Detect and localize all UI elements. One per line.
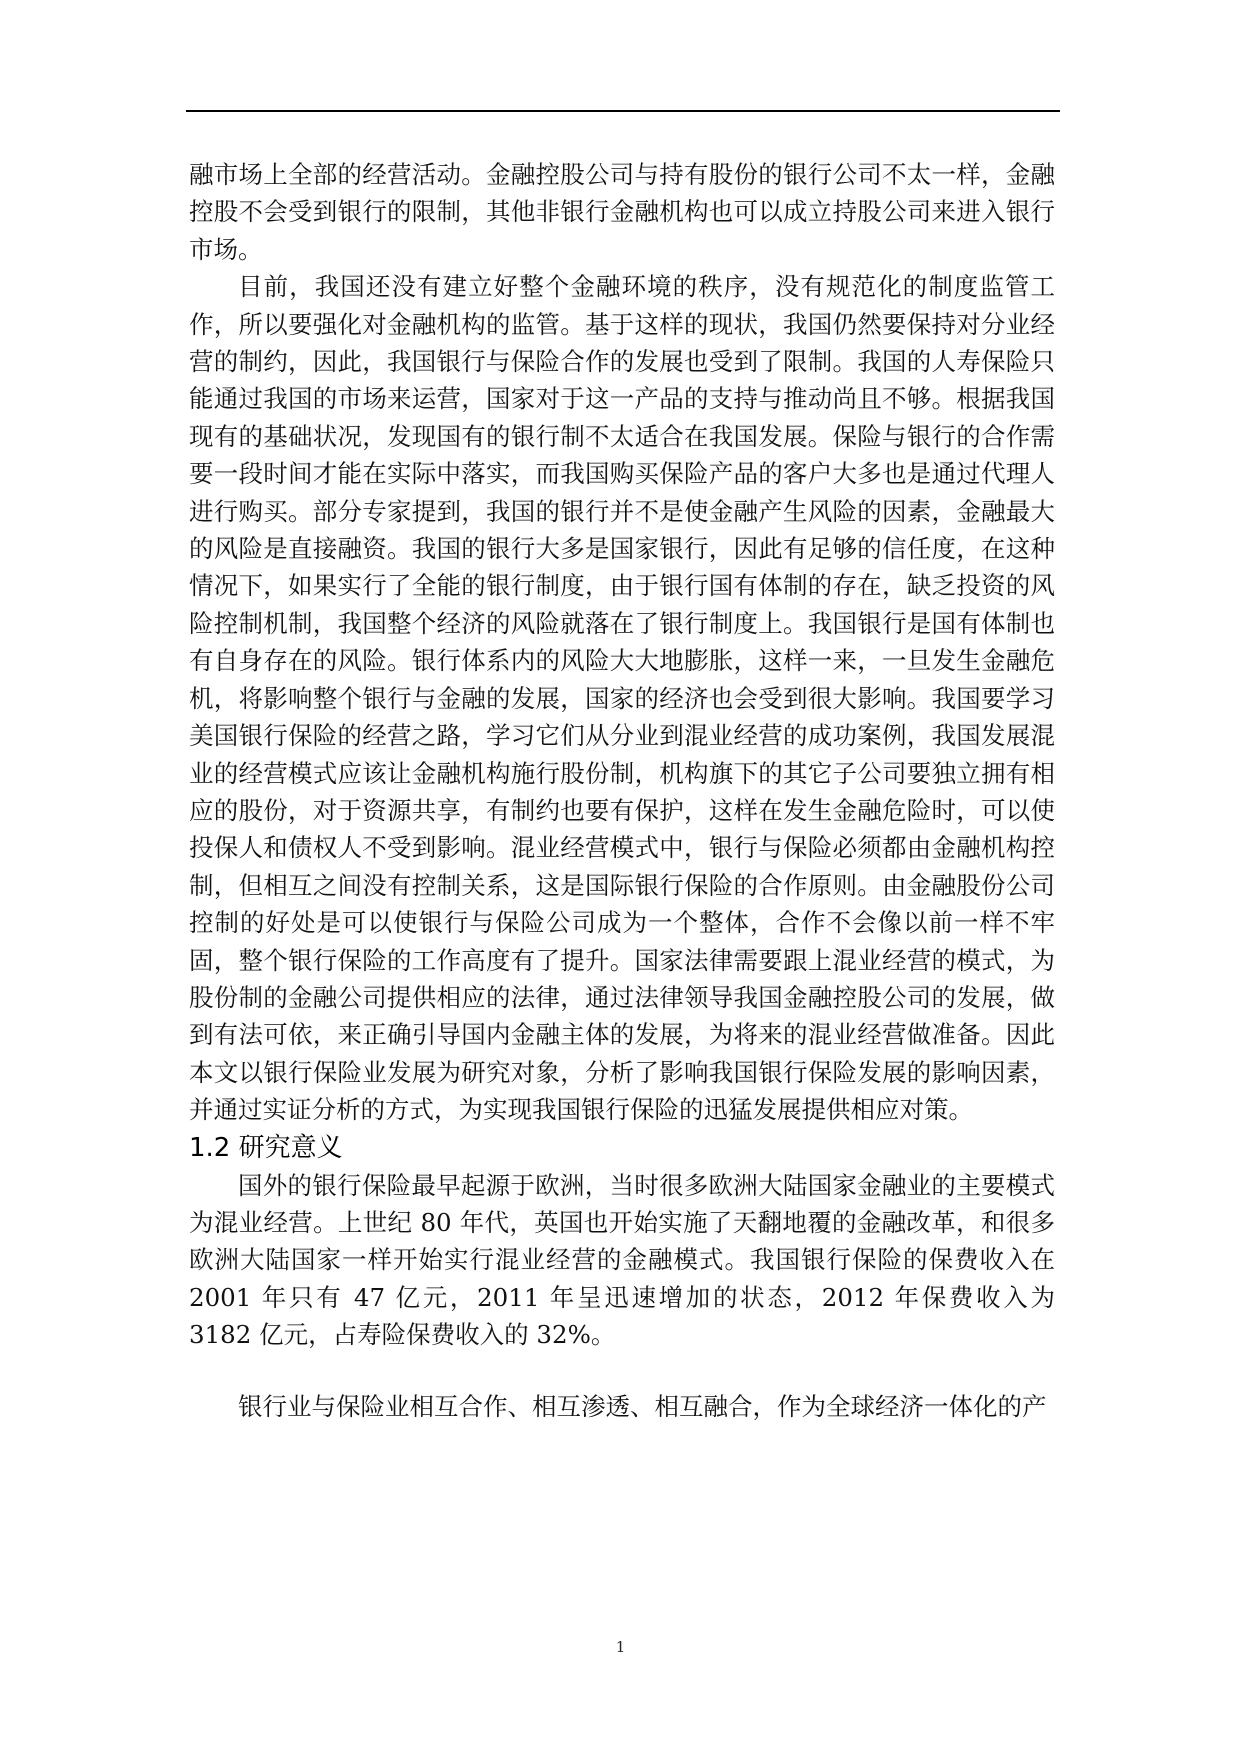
paragraph-continued: 融市场上全部的经营活动。金融控股公司与持有股份的银行公司不太一样，金融控股不会受到银行的限制，其他非银行金融机构也可以成立持股公司来进入银行市场。 xyxy=(189,160,1055,264)
document-body xyxy=(189,156,1055,1425)
paragraph-foreign-origin: 国外的银行保险最早起源于欧洲，当时很多欧洲大陆国家金融业的主要模式为混业经营。上世纪 80 年代，英国也开始实施了天翻地覆的金融改革，和很多欧洲大陆国家一样开始实行混业经营的金融模式。我国银行保险的保费收入在 2001 年只有 47 亿元，2011 年呈迅速增加的状态，2012 年保费收入为 3182 亿元，占寿险保费收入的 32%。 xyxy=(189,1170,1055,1350)
page-number: 1 xyxy=(615,1638,626,1656)
paragraph-gap xyxy=(189,1354,1055,1388)
header-rule xyxy=(186,110,1060,112)
paragraph-current-state: 目前，我国还没有建立好整个金融环境的秩序，没有规范化的制度监管工作，所以要强化对金融机构的监管。基于这样的现状，我国仍然要保持对分业经营的制约，因此，我国银行与保险合作的发展也受到了限制。我国的人寿保险只能通过我国的市场来运营，国家对于这一产品的支持与推动尚且不够。根据我国现有的基础状况，发现国有的银行制不太适合在我国发展。保险与银行的合作需要一段时间才能在实际中落实，而我国购买保险产品的客户大多也是通过代理人进行购买。部分专家提到，我国的银行并不是使金融产生风险的因素，金融最大的风险是直接融资。我国的银行大多是国家银行，因此有足够的信任度，在这种情况下，如果实行了全能的银行制度，由于银行国有体制的存在，缺乏投资的风险控制机制，我国整个经济的风险就落在了银行制度上。我国银行是国有体制也有自身存在的风险。银行体系内的风险大大地膨胀，这样一来，一旦发生金融危机，将影响整个银行与金融的发展，国家的经济也会受到很大影响。我国要学习美国银行保险的经营之路，学习它们从分业到混业经营的成功案例，我国发展混业的经营模式应该让金融机构施行股份制，机构旗下的其它子公司要独立拥有相应的股份，对于资源共享，有制约也要有保护，这样在发生金融危险时，可以使投保人和债权人不受到影响。混业经营模式中，银行与保险必须都由金融机构控制，但相互之间没有控制关系，这是国际银行保险的合作原则。由金融股份公司控制的好处是可以使银行与保险公司成为一个整体，合作不会像以前一样不牢固，整个银行保险的工作高度有了提升。国家法律需要跟上混业经营的模式，为股份制的金融公司提供相应的法律，通过法律领导我国金融控股公司的发展，做到有法可依，来正确引导国内金融主体的发展，为将来的混业经营做准备。因此本文以银行保险业发展为研究对象，分析了影响我国银行保险发展的影响因素，并通过实证分析的方式，为实现我国银行保险的迅猛发展提供相应对策。 xyxy=(189,272,1055,1125)
paragraph-cooperation: 银行业与保险业相互合作、相互渗透、相互融合，作为全球经济一体化的产 xyxy=(238,1391,1047,1421)
section-heading: 1.2 研究意义 xyxy=(189,1132,343,1163)
